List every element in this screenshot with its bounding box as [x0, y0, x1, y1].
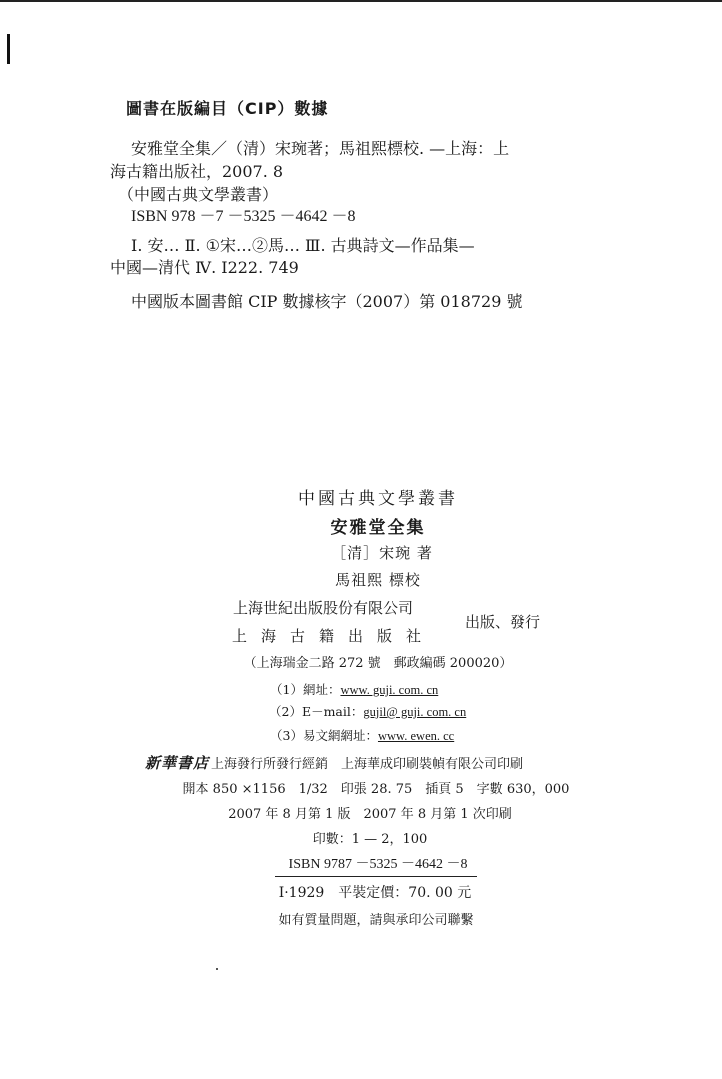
- website-line: [270, 680, 438, 698]
- editor-line: 馬祖熙 標校: [335, 571, 421, 589]
- top-border-line: [0, 0, 722, 2]
- publisher-address: （上海瑞金二路 272 號 郵政編碼 200020）: [243, 656, 513, 671]
- ewen-link[interactable]: www. ewen. cc: [377, 729, 455, 743]
- publisher-role: 出版、發行: [465, 613, 541, 631]
- print-run: 印數：1 — 2，100: [312, 832, 428, 847]
- email-link[interactable]: gujil@ guji. com. cn: [363, 705, 467, 719]
- edition-line: 2007 年 8 月第 1 版 2007 年 8 月第 1 次印刷: [228, 807, 512, 822]
- cip-series-line: （中國古典文學叢書）: [118, 185, 279, 204]
- cip-classification-line-2: 中國—清代 Ⅳ. I222. 749: [110, 258, 299, 277]
- website-link[interactable]: www. guji. com. cn: [340, 683, 439, 697]
- cip-library-record: 中國版本圖書館 CIP 數據核字（2007）第 018729 號: [131, 292, 523, 311]
- series-title: 中國古典文學叢書: [298, 489, 458, 509]
- ewen-label: （3）易文網網址：: [270, 728, 378, 743]
- ewen-line: [270, 726, 454, 744]
- cip-heading: 圖書在版編目（CIP）數據: [126, 99, 329, 118]
- cip-isbn-line: ISBN 978 －7 －5325 －4642 －8: [131, 208, 356, 225]
- publisher-company: 上海世紀出版股份有限公司: [233, 599, 414, 617]
- xinhua-bookstore-logo: 新華書店: [145, 754, 210, 772]
- book-title: 安雅堂全集: [330, 518, 426, 538]
- cip-title-line: 安雅堂全集／（清）宋琬著；馬祖熙標校. —上海：上: [131, 139, 510, 158]
- left-edge-mark: [7, 34, 10, 64]
- price-line: I·1929 平裝定價：70. 00 元: [278, 885, 472, 901]
- format-specs: 開本 850 ×1156 1/32 印張 28. 75 插頁 5 字數 630，000: [182, 782, 570, 797]
- isbn-divider: [275, 876, 477, 877]
- email-label: （2）E－mail：: [269, 704, 364, 719]
- isbn-line: ISBN 9787 －5325 －4642 －8: [288, 857, 468, 872]
- stray-dot: [216, 968, 218, 970]
- website-label: （1）網址：: [270, 682, 341, 697]
- quality-note: 如有質量問題，請與承印公司聯繫: [278, 913, 474, 928]
- author-line: ［清］宋琬 著: [331, 544, 433, 562]
- publisher-press: 上海古籍出版社: [232, 627, 436, 645]
- cip-publisher-line: 海古籍出版社，2007. 8: [110, 162, 284, 181]
- email-line: [269, 702, 466, 720]
- cip-classification-line: Ⅰ. 安… Ⅱ. ①宋…②馬… Ⅲ. 古典詩文—作品集—: [131, 236, 475, 255]
- distribution-text: 上海發行所發行經銷 上海華成印刷裝幀有限公司印刷: [211, 757, 524, 772]
- distribution-line: [145, 752, 523, 773]
